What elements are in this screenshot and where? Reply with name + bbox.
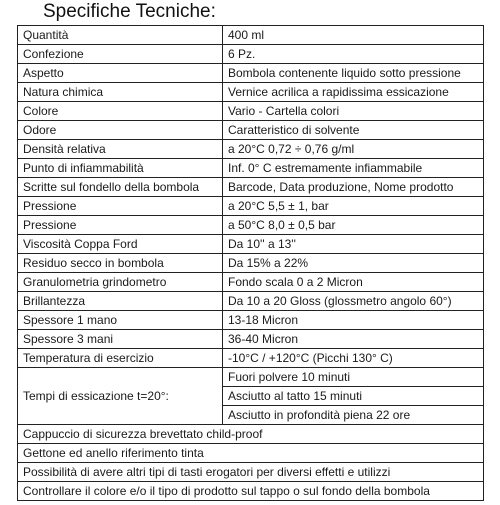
spec-label: Spessore 1 mano [18, 311, 223, 330]
spec-label: Aspetto [18, 64, 223, 83]
spec-row [18, 45, 484, 64]
spec-value: 36-40 Micron [223, 330, 484, 349]
spec-label: Pressione [18, 216, 223, 235]
spec-value: a 20°C 0,72 ÷ 0,76 g/ml [223, 140, 484, 159]
spec-label: Spessore 3 mani [18, 330, 223, 349]
note-text: Gettone ed anello riferimento tinta [18, 444, 484, 463]
drying-label: Tempi di essicazione t=20°: [18, 368, 223, 425]
spec-label: Densità relativa [18, 140, 223, 159]
spec-row [18, 102, 484, 121]
spec-row [18, 349, 484, 368]
spec-row [18, 83, 484, 102]
specs-table [17, 25, 484, 501]
note-text: Cappuccio di sicurezza brevettato child-proof [18, 425, 484, 444]
spec-label: Natura chimica [18, 83, 223, 102]
spec-row [18, 64, 484, 83]
spec-value: a 20°C 5,5 ± 1, bar [223, 197, 484, 216]
note-row [18, 444, 484, 463]
spec-row [18, 235, 484, 254]
spec-row [18, 26, 484, 45]
spec-value: Da 15% a 22% [223, 254, 484, 273]
note-row [18, 425, 484, 444]
spec-row [18, 311, 484, 330]
spec-value: Caratteristico di solvente [223, 121, 484, 140]
spec-label: Colore [18, 102, 223, 121]
spec-value: Inf. 0° C estremamente infiammabile [223, 159, 484, 178]
spec-value: Vario - Cartella colori [223, 102, 484, 121]
spec-row [18, 121, 484, 140]
spec-row [18, 140, 484, 159]
note-row [18, 482, 484, 501]
spec-value: Vernice acrilica a rapidissima essicazione [223, 83, 484, 102]
spec-label: Granulometria grindometro [18, 273, 223, 292]
spec-value: Barcode, Data produzione, Nome prodotto [223, 178, 484, 197]
spec-label: Scritte sul fondello della bombola [18, 178, 223, 197]
spec-row [18, 197, 484, 216]
spec-value: a 50°C 8,0 ± 0,5 bar [223, 216, 484, 235]
spec-row [18, 159, 484, 178]
spec-value: 6 Pz. [223, 45, 484, 64]
spec-label: Punto di infiammabilità [18, 159, 223, 178]
spec-row [18, 330, 484, 349]
spec-value: Da 10'' a 13'' [223, 235, 484, 254]
spec-label: Odore [18, 121, 223, 140]
spec-row [18, 216, 484, 235]
spec-value: 400 ml [223, 26, 484, 45]
page-title: Specifiche Tecniche: [43, 1, 216, 22]
spec-row [18, 178, 484, 197]
spec-value: Da 10 a 20 Gloss (glossmetro angolo 60°) [223, 292, 484, 311]
spec-label: Pressione [18, 197, 223, 216]
spec-label: Brillantezza [18, 292, 223, 311]
note-text: Possibilità di avere altri tipi di tasti erogatori per diversi effetti e utilizzi [18, 463, 484, 482]
spec-label: Temperatura di esercizio [18, 349, 223, 368]
spec-row [18, 292, 484, 311]
spec-row [18, 273, 484, 292]
spec-value: 13-18 Micron [223, 311, 484, 330]
drying-value: Asciutto in profondità piena 22 ore [223, 406, 484, 425]
drying-row [18, 368, 484, 387]
spec-value: -10°C / +120°C (Picchi 130° C) [223, 349, 484, 368]
spec-label: Viscosità Coppa Ford [18, 235, 223, 254]
drying-value: Fuori polvere 10 minuti [223, 368, 484, 387]
note-row [18, 463, 484, 482]
spec-label: Residuo secco in bombola [18, 254, 223, 273]
spec-label: Confezione [18, 45, 223, 64]
note-text: Controllare il colore e/o il tipo di prodotto sul tappo o sul fondo della bombola [18, 482, 484, 501]
drying-value: Asciutto al tatto 15 minuti [223, 387, 484, 406]
spec-label: Quantità [18, 26, 223, 45]
spec-value: Bombola contenente liquido sotto pressione [223, 64, 484, 83]
spec-value: Fondo scala 0 a 2 Micron [223, 273, 484, 292]
spec-row [18, 254, 484, 273]
